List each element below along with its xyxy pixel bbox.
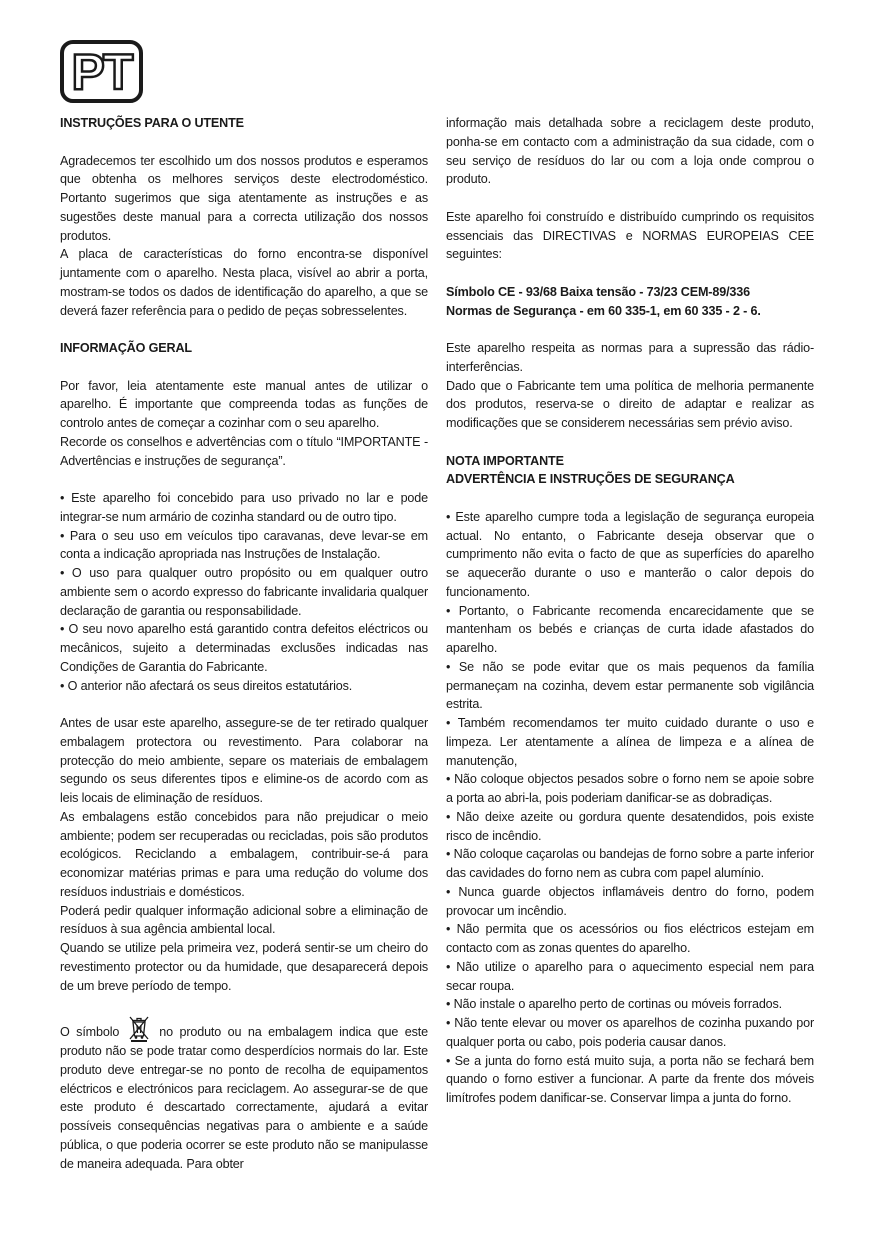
language-badge (60, 40, 143, 103)
crossed-bin-icon (127, 1014, 151, 1042)
ce-symbol-line: Símbolo CE - 93/68 Baixa tensão - 73/23 CEM-89/336 (446, 284, 750, 299)
bullet-item: • Portanto, o Fabricante recomenda encarecidamente que se mantenham os bebés e crianças de curta idade afastados do aparelho. (446, 603, 814, 655)
bullet-item: • O seu novo aparelho está garantido contra defeitos eléctricos ou mecânicos, sujeito a determinadas exclusões indicadas nas Condições de Garantia do Fabricante. (60, 622, 428, 674)
bullet-item: • Não deixe azeite ou gordura quente desatendidos, pois existe risco de incêndio. (446, 809, 814, 843)
heading-user-instructions: INSTRUÇÕES PARA O UTENTE (60, 116, 244, 130)
weee-paragraph (60, 1014, 428, 1173)
paragraph: Antes de usar este aparelho, assegure-se de ter retirado qualquer embalagem protectora ou revestimento. Para colaborar na protecção do meio ambiente, separe os materiais de embalagem segundo os seus diferentes tipos e elimine-os de acordo com as leis locais de eliminação de resíduos. (60, 716, 428, 805)
bullet-item: • Não tente elevar ou mover os aparelhos de cozinha puxando por qualquer porta ou cabo, pois poderia causar danos. (446, 1016, 814, 1049)
bullet-item: • Este aparelho foi concebido para uso privado no lar e pode integrar-se num armário de cozinha standard ou de outro tipo. (60, 491, 428, 524)
heading-safety-warnings: ADVERTÊNCIA E INSTRUÇÕES DE SEGURANÇA (446, 472, 735, 487)
bullet-item: • Não coloque objectos pesados sobre o forno nem se apoie sobre a porta ao abri-la, pois poderiam danificar-se as dobradiças. (446, 772, 814, 805)
weee-text-end: no produto ou na embalagem indica que este produto não se pode tratar como desperdícios normais do lar. Este produto deve entregar-se no ponto de recolha de equipamentos eléctricos e electrónicos para reciclagem. Ao assegurar-se de que este produto é descartado correctamente, ajudará a evitar possíveis consequências negativas para o ambiente e a saúde pública, o que poderia ocorrer se este produto não se manipulasse de maneira adequada. Para obter (60, 1025, 428, 1171)
paragraph: Dado que o Fabricante tem uma política de melhoria permanente dos produtos, reserva-se o direito de adaptar e realizar as modificações que se considerem necessárias sem prévio aviso. (446, 378, 814, 430)
safety-standards-line: Normas de Segurança - em 60 335-1, em 60 335 - 2 - 6. (446, 303, 761, 318)
bullet-item: • O uso para qualquer outro propósito ou em qualquer outro ambiente sem o acordo expresso do fabricante invalidaria qualquer declaração de garantia ou responsabilidade. (60, 566, 428, 618)
bullet-item: • Se não se pode evitar que os mais pequenos da família permaneçam na cozinha, devem estar permanente sob vigilância estrita. (446, 659, 814, 712)
bullet-item: • Não permita que os acessórios ou fios eléctricos estejam em contacto com as zonas quentes do aparelho. (446, 922, 814, 955)
bullet-item: • Se a junta do forno está muito suja, a porta não se fechará bem quando o forno estiver a funcionar. A parte da frente dos móveis limítrofes podem danificar-se. Conservar limpa a junta do forno. (446, 1053, 814, 1105)
left-column (60, 114, 428, 1173)
weee-text-start: O símbolo (60, 1025, 120, 1039)
language-badge-label: PT (71, 43, 132, 100)
paragraph: Quando se utilize pela primeira vez, poderá sentir-se um cheiro do revestimento protector ou da humidade, que desaparecerá depois de um breve período de tempo. (60, 941, 428, 993)
bullet-item: • Este aparelho cumpre toda a legislação de segurança europeia actual. No entanto, o Fabricante deseja observar que o cumprimento não evita o facto de que as superfícies do aparelho se aquecerão durante o uso e manterão o calor depois do funcionamento. (446, 509, 814, 599)
paragraph: Este aparelho respeita as normas para a supressão das rádio-interferências. (446, 341, 814, 374)
bullet-item: • Também recomendamos ter muito cuidado durante o uso e limpeza. Ler atentamente a alínea de limpeza e a alínea de manutenção, (446, 716, 814, 768)
heading-general-information: INFORMAÇÃO GERAL (60, 341, 192, 355)
right-column (446, 114, 814, 1108)
bullet-item: • Nunca guarde objectos inflamáveis dentro do forno, podem provocar um incêndio. (446, 884, 814, 918)
heading-important-note: NOTA IMPORTANTE (446, 453, 564, 468)
paragraph: Por favor, leia atentamente este manual antes de utilizar o aparelho. É importante que compreenda todas as funções de controlo antes de começar a cozinhar com o seu aparelho. (60, 378, 428, 430)
bullet-item: • Não instale o aparelho perto de cortinas ou móveis forrados. (446, 997, 783, 1012)
paragraph: A placa de características do forno encontra-se disponível juntamente com o aparelho. Nesta placa, visível ao abrir a porta, mostram-se todos os dados de identificação do aparelho, a que se deverá fazer referência para o pedido de peças sobresselentes. (60, 247, 428, 318)
bullet-item: • Não coloque caçarolas ou bandejas de forno sobre a parte inferior das cavidades do forno nem as cubra com papel alumínio. (446, 847, 814, 880)
paragraph: Este aparelho foi construído e distribuído cumprindo os requisitos essenciais das DIRECTIVAS e NORMAS EUROPEIAS CEE seguintes: (446, 209, 814, 262)
paragraph: Agradecemos ter escolhido um dos nossos produtos e esperamos que obtenha os melhores serviços deste electrodoméstico. Portanto sugerimos que siga atentamente as instruções e as sugestões deste manual para a correcta utilização dos nossos produtos. (60, 153, 428, 243)
paragraph: As embalagens estão concebidos para não prejudicar o meio ambiente; podem ser recuperadas ou recicladas, pois são produtos ecológicos. Reciclando a embalagem, contribuir-se-á para economizar matérias primas e para uma redução do volume dos resíduos industriais e domésticos. (60, 809, 428, 899)
bullet-item: • Não utilize o aparelho para o aquecimento especial nem para secar roupa. (446, 959, 814, 993)
bullet-item: • O anterior não afectará os seus direitos estatutários. (60, 678, 353, 693)
paragraph: Poderá pedir qualquer informação adicional sobre a eliminação de resíduos à sua agência ambiental local. (60, 903, 428, 937)
paragraph: Recorde os conselhos e advertências com o título “IMPORTANTE - Advertências e instruções de segurança”. (60, 434, 428, 468)
paragraph: informação mais detalhada sobre a reciclagem deste produto, ponha-se em contacto com a administração da sua cidade, com o seu serviço de resíduos do lar ou com a loja onde comprou o produto. (446, 116, 814, 187)
bullet-item: • Para o seu uso em veículos tipo caravanas, deve levar-se em conta a indicação apropriada nas Instruções de Instalação. (60, 528, 428, 562)
